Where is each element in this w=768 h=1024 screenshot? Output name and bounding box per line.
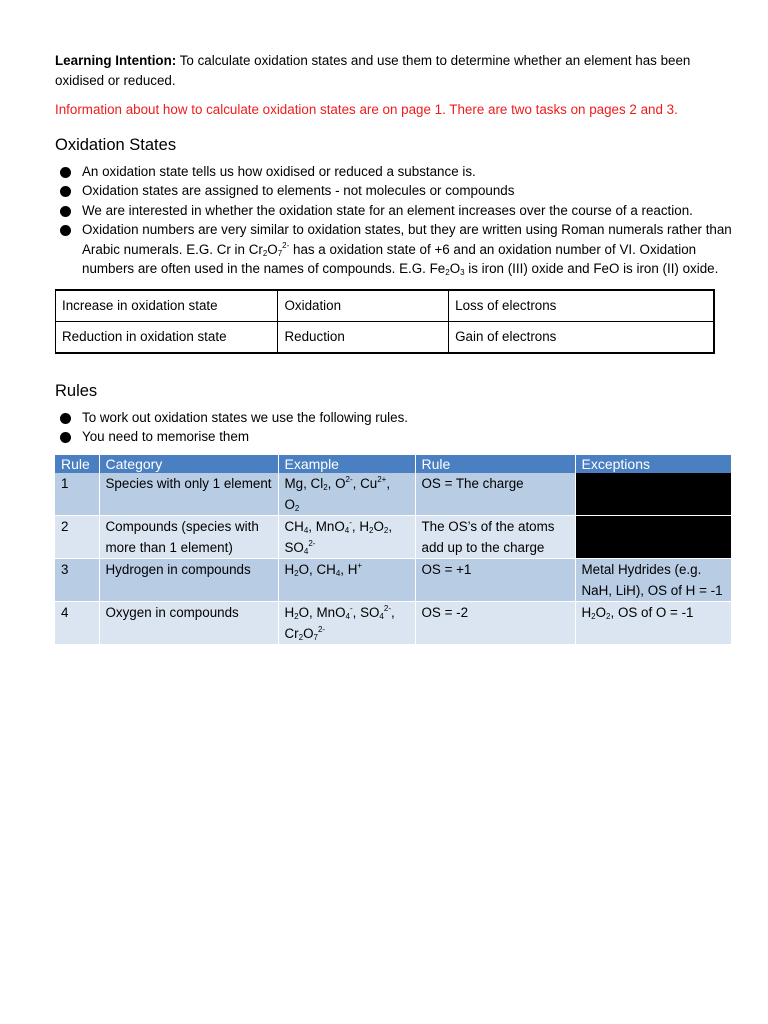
table-cell: Increase in oxidation state bbox=[56, 290, 278, 322]
oxidation-reduction-table bbox=[55, 289, 715, 354]
table-row bbox=[55, 601, 731, 644]
rules-bullets bbox=[55, 408, 733, 447]
table-cell: Reduction bbox=[278, 321, 449, 353]
table-cell: Gain of electrons bbox=[449, 321, 714, 353]
header-rule: Rule bbox=[55, 455, 99, 473]
oxidation-states-bullets bbox=[55, 162, 733, 279]
rule-number: 1 bbox=[55, 473, 99, 516]
rules-table-header bbox=[55, 455, 731, 473]
bullet-item: To work out oxidation states we use the following rules. bbox=[55, 408, 733, 428]
rule-number: 2 bbox=[55, 515, 99, 558]
bullet-item: You need to memorise them bbox=[55, 427, 733, 447]
header-os-rule: Rule bbox=[415, 455, 575, 473]
table-row bbox=[56, 290, 715, 322]
header-category: Category bbox=[99, 455, 278, 473]
header-example: Example bbox=[278, 455, 415, 473]
rule-number: 3 bbox=[55, 558, 99, 601]
bullet-item: An oxidation state tells us how oxidised or reduced a substance is. bbox=[55, 162, 733, 182]
rules-table bbox=[55, 455, 732, 645]
rule-category: Hydrogen in compounds bbox=[99, 558, 278, 601]
rule-category: Species with only 1 element bbox=[99, 473, 278, 516]
rule-example: $H_2O$, $CH_4$, H+ bbox=[278, 558, 415, 601]
table-cell: Reduction in oxidation state bbox=[56, 321, 278, 353]
table-row bbox=[55, 473, 731, 516]
rule-category: Oxygen in compounds bbox=[99, 601, 278, 644]
oxidation-states-heading: Oxidation States bbox=[55, 135, 177, 154]
rules-heading: Rules bbox=[55, 381, 98, 400]
table-row bbox=[55, 558, 731, 601]
rule-os: OS = -2 bbox=[415, 601, 575, 644]
table-row bbox=[55, 515, 731, 558]
learning-intention-text: To calculate oxidation states and use them to determine whether an element has been oxidised or reduced. bbox=[55, 53, 691, 88]
bullet-item: Oxidation numbers are very similar to oxidation states, but they are written using Roman numerals rather than Arabic numerals. E.G. Cr in $Cr_2O_7^{2-}$ has a oxidation state of +6 and an oxidation number of VI. Oxidation numbers are often used in the names of compounds. E.G. $Fe_2O_3$ is iron (III) oxide and FeO is iron (II) oxide. bbox=[55, 220, 733, 279]
bullet-item: Oxidation states are assigned to elements - not molecules or compounds bbox=[55, 181, 733, 201]
table-cell: Oxidation bbox=[278, 290, 449, 322]
table-row bbox=[56, 321, 715, 353]
learning-intention-label: Learning Intention: bbox=[55, 53, 177, 68]
rule-example: $CH_4$, MnO$_4$-, $H_2O_2$, $SO_4^{2-}$ bbox=[278, 515, 415, 558]
rule-example: $H_2O$, MnO$_4$-, $SO_4^{2-}$, $Cr_2O_7^{2-}$ bbox=[278, 601, 415, 644]
header-exceptions: Exceptions bbox=[575, 455, 731, 473]
info-note: Information about how to calculate oxidation states are on page 1. There are two tasks on pages 2 and 3. bbox=[55, 102, 678, 117]
worksheet-page bbox=[55, 51, 733, 645]
rule-example: Mg, $Cl_2$, $O^{2-}$, $Cu^{2+}$, $O_2$ bbox=[278, 473, 415, 516]
rule-exceptions: Metal Hydrides (e.g. NaH, LiH), OS of H = -1 bbox=[575, 558, 731, 601]
rule-exceptions: $H_2O_2$, OS of O = -1 bbox=[575, 601, 731, 644]
rule-os: OS = +1 bbox=[415, 558, 575, 601]
learning-intention bbox=[55, 51, 733, 90]
rule-number: 4 bbox=[55, 601, 99, 644]
rule-category: Compounds (species with more than 1 element) bbox=[99, 515, 278, 558]
rule-os: The OS’s of the atoms add up to the charge bbox=[415, 515, 575, 558]
redacted-exceptions-cell bbox=[575, 515, 731, 558]
table-cell: Loss of electrons bbox=[449, 290, 714, 322]
bullet-item: We are interested in whether the oxidation state for an element increases over the course of a reaction. bbox=[55, 201, 733, 221]
redacted-exceptions-cell bbox=[575, 473, 731, 516]
rule-os: OS = The charge bbox=[415, 473, 575, 516]
